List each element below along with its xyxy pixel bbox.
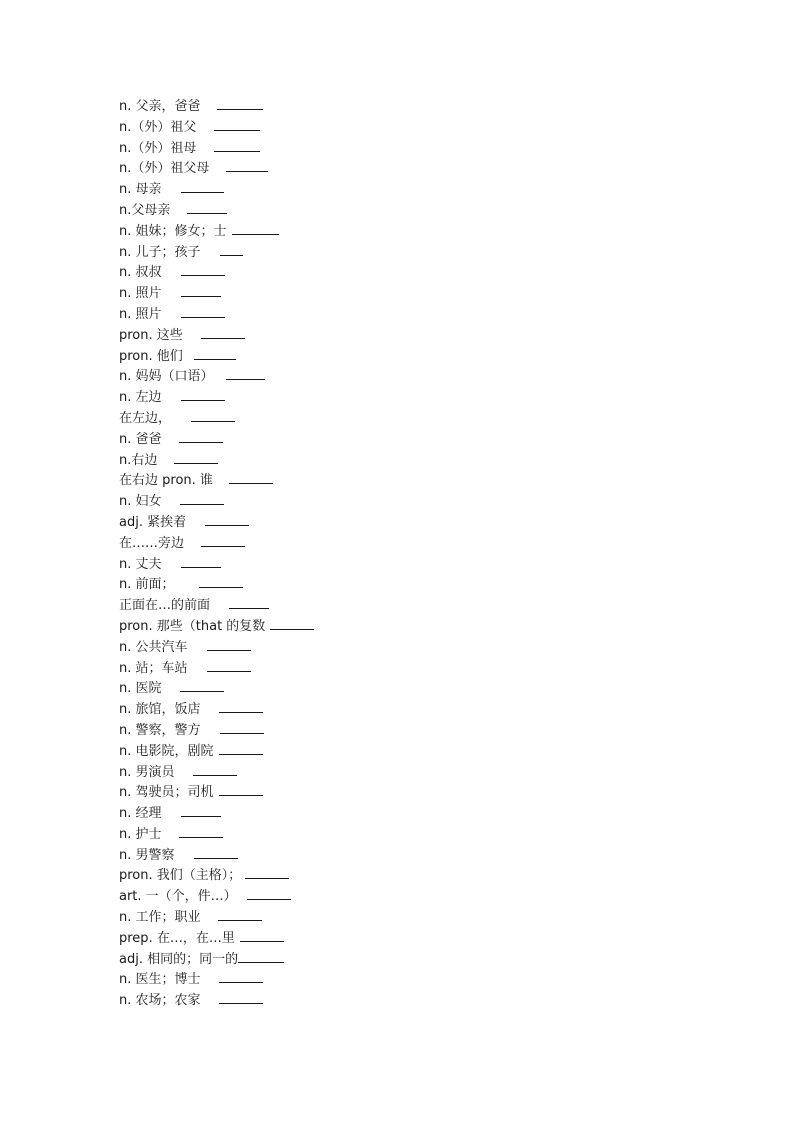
vocab-entry	[119, 825, 719, 846]
answer-blank[interactable]	[191, 420, 235, 422]
answer-blank[interactable]	[201, 337, 245, 339]
entry-label: 在左边，	[119, 410, 172, 426]
entry-label: n. 电影院，剧院	[119, 743, 214, 759]
entry-label: n.（外）祖父母	[119, 161, 210, 177]
vocab-entry	[119, 388, 719, 409]
vocab-entry	[119, 700, 719, 721]
entry-label: pron. 他们	[119, 348, 183, 364]
entry-label: 在右边 pron. 谁	[119, 473, 213, 489]
answer-blank[interactable]	[270, 628, 314, 630]
answer-blank[interactable]	[181, 191, 224, 193]
answer-blank[interactable]	[181, 566, 221, 568]
answer-blank[interactable]	[232, 233, 279, 235]
entry-label: art. 一（个，件…）	[119, 889, 237, 905]
answer-blank[interactable]	[207, 649, 251, 651]
answer-blank[interactable]	[229, 482, 273, 484]
vocab-entry	[119, 284, 719, 305]
entry-label: n. 工作；职业	[119, 910, 201, 926]
entry-label: n. 男演员	[119, 764, 175, 780]
answer-blank[interactable]	[207, 670, 251, 672]
vocab-entry	[119, 950, 719, 971]
vocab-entry	[119, 451, 719, 472]
answer-blank[interactable]	[174, 462, 218, 464]
vocab-entry	[119, 409, 719, 430]
entry-label: n. 旅馆，饭店	[119, 702, 201, 718]
answer-blank[interactable]	[214, 150, 260, 152]
entry-label: prep. 在…，在…里	[119, 930, 235, 946]
entry-label: n. 前面；	[119, 577, 175, 593]
entry-label: adj. 紧挨着	[119, 514, 187, 530]
entry-label: n. 站；车站	[119, 660, 188, 676]
entry-label: n. 经理	[119, 806, 162, 822]
vocab-entry	[119, 180, 719, 201]
answer-blank[interactable]	[217, 108, 263, 110]
vocab-entry	[119, 638, 719, 659]
vocab-entry	[119, 263, 719, 284]
answer-blank[interactable]	[219, 981, 263, 983]
entry-label: n. 医生；博士	[119, 972, 201, 988]
vocab-entry	[119, 742, 719, 763]
answer-blank[interactable]	[181, 274, 225, 276]
answer-blank[interactable]	[219, 1002, 263, 1004]
vocab-entry	[119, 783, 719, 804]
answer-blank[interactable]	[193, 774, 237, 776]
entry-label: n. 左边	[119, 390, 162, 406]
vocab-entry	[119, 866, 719, 887]
answer-blank[interactable]	[199, 586, 243, 588]
entry-label: n. 姐妹；修女；士	[119, 223, 227, 239]
answer-blank[interactable]	[226, 170, 268, 172]
answer-blank[interactable]	[245, 877, 289, 879]
answer-blank[interactable]	[214, 129, 260, 131]
answer-blank[interactable]	[220, 254, 243, 256]
entry-label: pron. 我们（主格）；	[119, 868, 242, 884]
answer-blank[interactable]	[181, 399, 225, 401]
vocab-entry	[119, 139, 719, 160]
entry-label: pron. 这些	[119, 327, 183, 343]
entry-label: n. 妈妈（口语）	[119, 369, 214, 385]
entry-label: n. 爸爸	[119, 431, 162, 447]
vocab-entry	[119, 118, 719, 139]
vocab-entry	[119, 471, 719, 492]
vocab-entry	[119, 575, 719, 596]
vocab-entry	[119, 617, 719, 638]
answer-blank[interactable]	[179, 441, 223, 443]
entry-label: n. 叔叔	[119, 265, 162, 281]
answer-blank[interactable]	[181, 815, 221, 817]
entry-label: n.（外）祖母	[119, 140, 197, 156]
entry-label: n.右边	[119, 452, 158, 468]
entry-label: n. 照片	[119, 306, 162, 322]
answer-blank[interactable]	[180, 690, 224, 692]
vocab-entry	[119, 659, 719, 680]
answer-blank[interactable]	[219, 753, 263, 755]
answer-blank[interactable]	[247, 898, 291, 900]
answer-blank[interactable]	[194, 857, 238, 859]
vocab-entry	[119, 305, 719, 326]
vocab-entry	[119, 846, 719, 867]
vocab-entry	[119, 513, 719, 534]
vocab-entry	[119, 159, 719, 180]
answer-blank[interactable]	[180, 503, 224, 505]
vocab-entry	[119, 534, 719, 555]
vocab-entry	[119, 222, 719, 243]
answer-blank[interactable]	[194, 358, 236, 360]
answer-blank[interactable]	[205, 524, 249, 526]
vocab-entry	[119, 347, 719, 368]
vocab-entry	[119, 679, 719, 700]
entry-label: n. 驾驶员；司机	[119, 785, 214, 801]
entry-label: n. 儿子；孩子	[119, 244, 201, 260]
answer-blank[interactable]	[201, 545, 245, 547]
entry-label: n. 护士	[119, 826, 162, 842]
vocab-entry	[119, 887, 719, 908]
vocab-entry	[119, 804, 719, 825]
vocab-entry	[119, 763, 719, 784]
entry-label: n. 丈夫	[119, 556, 162, 572]
entry-label: 在……旁边	[119, 535, 185, 551]
vocab-entry	[119, 97, 719, 118]
vocab-entry	[119, 970, 719, 991]
vocab-entry	[119, 929, 719, 950]
answer-blank[interactable]	[218, 919, 262, 921]
vocab-entry	[119, 326, 719, 347]
entry-label: adj. 相同的；同一的	[119, 951, 239, 967]
entry-label: n.（外）祖父	[119, 119, 197, 135]
entry-label: n. 医院	[119, 681, 162, 697]
vocab-entry	[119, 367, 719, 388]
vocab-entry	[119, 201, 719, 222]
vocab-entry	[119, 596, 719, 617]
entry-label: pron. 那些（that 的复数	[119, 618, 266, 634]
vocab-entry	[119, 555, 719, 576]
answer-blank[interactable]	[181, 316, 225, 318]
vocab-entry	[119, 243, 719, 264]
vocab-entry	[119, 991, 719, 1012]
entry-label: 正面在…的前面	[119, 598, 211, 614]
vocabulary-list	[119, 97, 719, 1012]
answer-blank[interactable]	[181, 295, 221, 297]
entry-label: n. 母亲	[119, 182, 162, 198]
answer-blank[interactable]	[240, 940, 284, 942]
answer-blank[interactable]	[219, 711, 263, 713]
entry-label: n. 照片	[119, 286, 162, 302]
answer-blank[interactable]	[219, 794, 263, 796]
answer-blank[interactable]	[226, 378, 265, 380]
vocab-entry	[119, 430, 719, 451]
entry-label: n. 父亲，爸爸	[119, 99, 201, 114]
answer-blank[interactable]	[179, 836, 223, 838]
entry-label: n. 农场；农家	[119, 993, 201, 1009]
answer-blank[interactable]	[229, 607, 269, 609]
entry-label: n. 男警察	[119, 847, 175, 863]
vocab-entry	[119, 908, 719, 929]
entry-label: n. 妇女	[119, 494, 162, 510]
entry-label: n. 警察，警方	[119, 722, 201, 738]
answer-blank[interactable]	[187, 212, 227, 214]
vocab-entry	[119, 492, 719, 513]
answer-blank[interactable]	[238, 961, 284, 963]
entry-label: n.父母亲	[119, 202, 171, 218]
entry-label: n. 公共汽车	[119, 639, 188, 655]
answer-blank[interactable]	[220, 732, 264, 734]
vocab-entry	[119, 721, 719, 742]
